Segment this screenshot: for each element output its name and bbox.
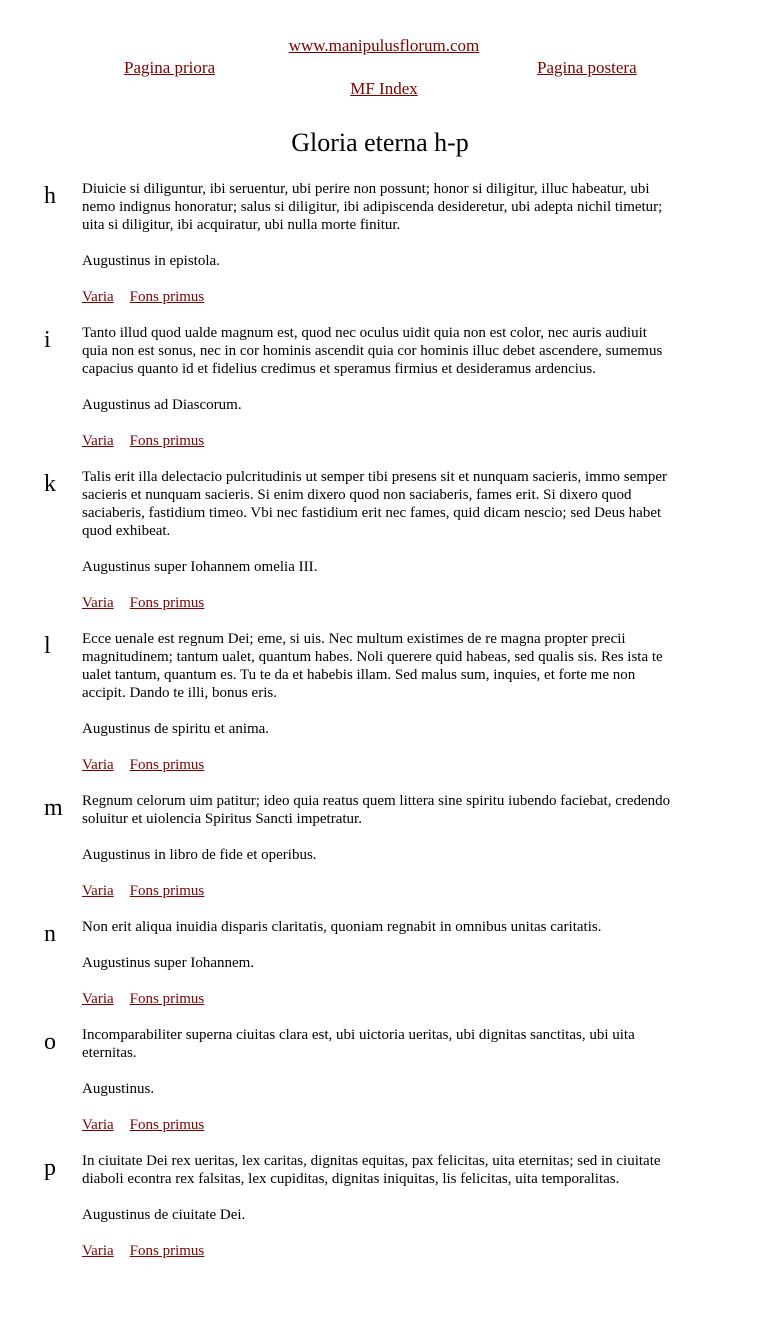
entry-source: Augustinus in libro de fide et operibus. xyxy=(82,847,317,863)
entry-source: Augustinus super Iohannem omelia III. xyxy=(82,559,318,575)
fons-primus-link[interactable]: Fons primus xyxy=(129,433,205,449)
varia-link[interactable]: Varia xyxy=(82,1243,114,1259)
varia-link[interactable]: Varia xyxy=(82,595,114,611)
varia-link[interactable]: Varia xyxy=(82,433,114,449)
entry-text: Non erit aliqua inuidia disparis claritatis, quoniam regnabit in omnibus unitas caritatis. xyxy=(82,919,602,935)
entry-source: Augustinus in epistola. xyxy=(82,253,220,269)
entry-text: Incomparabiliter superna ciuitas clara est, ubi uictoria ueritas, ubi dignitas sanctitas, ubi uita eternitas. xyxy=(82,1027,635,1061)
fons-primus-link[interactable]: Fons primus xyxy=(129,1117,205,1133)
entry-l xyxy=(0,630,672,774)
varia-link[interactable]: Varia xyxy=(82,991,114,1007)
entry-source: Augustinus de ciuitate Dei. xyxy=(82,1207,246,1223)
fons-primus-link[interactable]: Fons primus xyxy=(129,1243,205,1259)
entry-i xyxy=(0,324,672,450)
entry-letter: k xyxy=(44,471,56,497)
entry-letter: o xyxy=(44,1029,56,1055)
entry-links xyxy=(82,1116,672,1134)
entry-text: Tanto illud quod ualde magnum est, quod nec oculus uidit quia non est color, nec auris audiuit quia non est sonus, nec in cor hominis ascendit quia cor hominis illuc debet ascendere, sumemus capacius quanto id et fidelius credimus et speramus firmius et desideramus ardencius. xyxy=(82,325,663,377)
entry-source: Augustinus ad Diascorum. xyxy=(82,397,242,413)
fons-primus-link[interactable]: Fons primus xyxy=(129,757,205,773)
top-navigation xyxy=(0,36,768,98)
entry-letter: n xyxy=(44,921,56,947)
next-page-link[interactable]: Pagina postera xyxy=(537,58,637,77)
varia-link[interactable]: Varia xyxy=(82,883,114,899)
entry-text: Diuicie si diliguntur, ibi seruentur, ubi perire non possunt; honor si diligitur, illuc habeatur, ubi nemo indignus honoratur; salus si diligitur, ibi adipiscenda desideretur, ubi adepta nichil timetur; uita si diligitur, ibi acquiratur, ubi nulla morte finitur. xyxy=(82,181,663,233)
varia-link[interactable]: Varia xyxy=(82,1117,114,1133)
entry-o xyxy=(0,1026,672,1134)
entry-source: Augustinus de spiritu et anima. xyxy=(82,721,270,737)
entry-text: Talis erit illa delectacio pulcritudinis ut semper tibi presens sit et nunquam sacieris, immo semper sacieris et nunquam sacieris. Si enim dixero quod non saciaberis, fames erit. Si dixero quod saciaberis, fastidium timeo. Vbi nec fastidium erit nec fames, quid dicam nescio; sed Deus habet quod exhibeat. xyxy=(82,469,668,539)
fons-primus-link[interactable]: Fons primus xyxy=(129,595,205,611)
fons-primus-link[interactable]: Fons primus xyxy=(129,991,205,1007)
entry-h xyxy=(0,180,672,306)
entry-links xyxy=(82,432,672,450)
fons-primus-link[interactable]: Fons primus xyxy=(129,289,205,305)
entry-text: Ecce uenale est regnum Dei; eme, si uis. Nec multum existimes de re magna propter precii magnitudinem; tantum ualet, quantum habes. Noli querere quid habeas, sed qualis sis. Res ista te ualet tantum, quantum es. Tu te da et habebis illam. Sed malus sum, inquies, et forte me non accipit. Dando te illi, bonus eris. xyxy=(82,631,663,701)
entry-links xyxy=(82,288,672,306)
previous-page-link[interactable]: Pagina priora xyxy=(124,58,216,77)
entry-text: In ciuitate Dei rex ueritas, lex caritas, dignitas equitas, pax felicitas, uita eternitas; sed in ciuitate diaboli econtra rex falsitas, lex cupiditas, dignitas iniquitas, lis felicitas, uita temporalitas. xyxy=(82,1153,661,1187)
entry-k xyxy=(0,468,672,612)
entry-text: Regnum celorum uim patitur; ideo quia reatus quem littera sine spiritu iubendo faciebat, credendo soluitur et uiolencia Spiritus Sancti impetratur. xyxy=(82,793,671,827)
page-title: Gloria eterna h-p xyxy=(291,128,469,157)
fons-primus-link[interactable]: Fons primus xyxy=(129,883,205,899)
entry-letter: m xyxy=(44,795,63,821)
entry-source: Augustinus. xyxy=(82,1081,155,1097)
entry-links xyxy=(82,1242,672,1260)
entry-letter: l xyxy=(44,633,51,659)
entry-n xyxy=(0,918,672,1008)
entry-letter: h xyxy=(44,183,56,209)
entry-source: Augustinus super Iohannem. xyxy=(82,955,255,971)
entry-links xyxy=(82,756,672,774)
varia-link[interactable]: Varia xyxy=(82,289,114,305)
entry-list xyxy=(0,180,768,1278)
varia-link[interactable]: Varia xyxy=(82,757,114,773)
entry-letter: p xyxy=(44,1155,56,1181)
index-link[interactable]: MF Index xyxy=(350,79,418,98)
entry-letter: i xyxy=(44,327,51,353)
entry-links xyxy=(82,990,672,1008)
entry-m xyxy=(0,792,672,900)
entry-links xyxy=(82,594,672,612)
entry-p xyxy=(0,1152,672,1260)
entry-links xyxy=(82,882,672,900)
site-home-link[interactable]: www.manipulusflorum.com xyxy=(288,36,480,55)
